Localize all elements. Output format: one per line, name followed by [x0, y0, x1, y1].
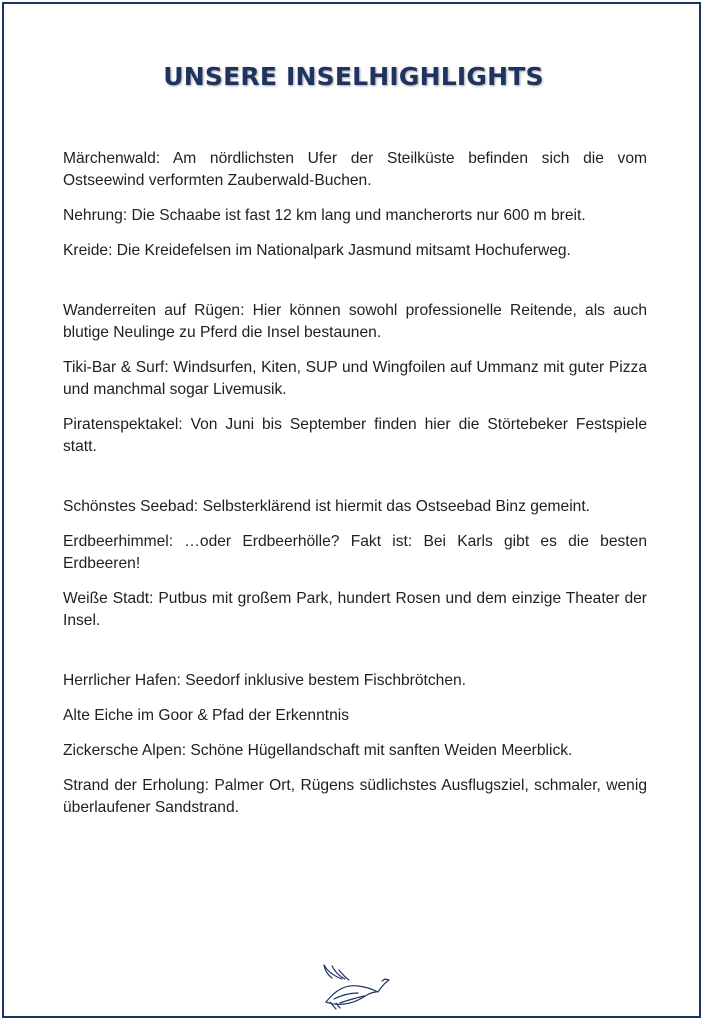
- highlight-item: Herrlicher Hafen: Seedorf inklusive bestem Fischbrötchen.: [63, 672, 467, 689]
- highlight-item: Piratenspektakel: Von Juni bis September finden hier die Störtebeker Festspiele statt.: [63, 416, 647, 455]
- highlight-item: Märchenwald: Am nördlichsten Ufer der Steilküste befinden sich die vom Ostseewind verformten Zauberwald-Buchen.: [63, 150, 647, 189]
- highlights-group-2: [63, 300, 647, 458]
- swan-icon: [318, 962, 390, 1010]
- highlight-item: Nehrung: Die Schaabe ist fast 12 km lang und mancherorts nur 600 m breit.: [63, 207, 586, 224]
- highlight-item: Erdbeerhimmel: …oder Erdbeerhölle? Fakt ist: Bei Karls gibt es die besten Erdbeeren!: [63, 533, 647, 572]
- highlight-item: Schönstes Seebad: Selbsterklärend ist hiermit das Ostseebad Binz gemeint.: [63, 498, 591, 515]
- highlights-group-1: [63, 148, 647, 262]
- highlight-item: Kreide: Die Kreidefelsen im Nationalpark Jasmund mitsamt Hochuferweg.: [63, 242, 571, 259]
- highlights-content: [63, 148, 647, 857]
- highlight-item: Wanderreiten auf Rügen: Hier können sowohl professionelle Reitende, als auch blutige Neulinge zu Pferd die Insel bestaunen.: [63, 302, 647, 341]
- highlight-item: Zickersche Alpen: Schöne Hügellandschaft mit sanften Weiden Meerblick.: [63, 742, 573, 759]
- highlight-item: Alte Eiche im Goor & Pfad der Erkenntnis: [63, 707, 350, 724]
- highlight-item: Tiki-Bar & Surf: Windsurfen, Kiten, SUP und Wingfoilen auf Ummanz mit guter Pizza und manchmal sogar Livemusik.: [63, 359, 647, 398]
- highlights-group-3: [63, 496, 647, 632]
- highlights-group-4: [63, 670, 647, 819]
- highlight-item: Strand der Erholung: Palmer Ort, Rügens südlichstes Ausflugsziel, schmaler, wenig überlaufener Sandstrand.: [63, 777, 647, 816]
- page-title: UNSERE INSELHIGHLIGHTS: [163, 62, 544, 91]
- highlight-item: Weiße Stadt: Putbus mit großem Park, hundert Rosen und dem einzige Theater der Insel.: [63, 590, 647, 629]
